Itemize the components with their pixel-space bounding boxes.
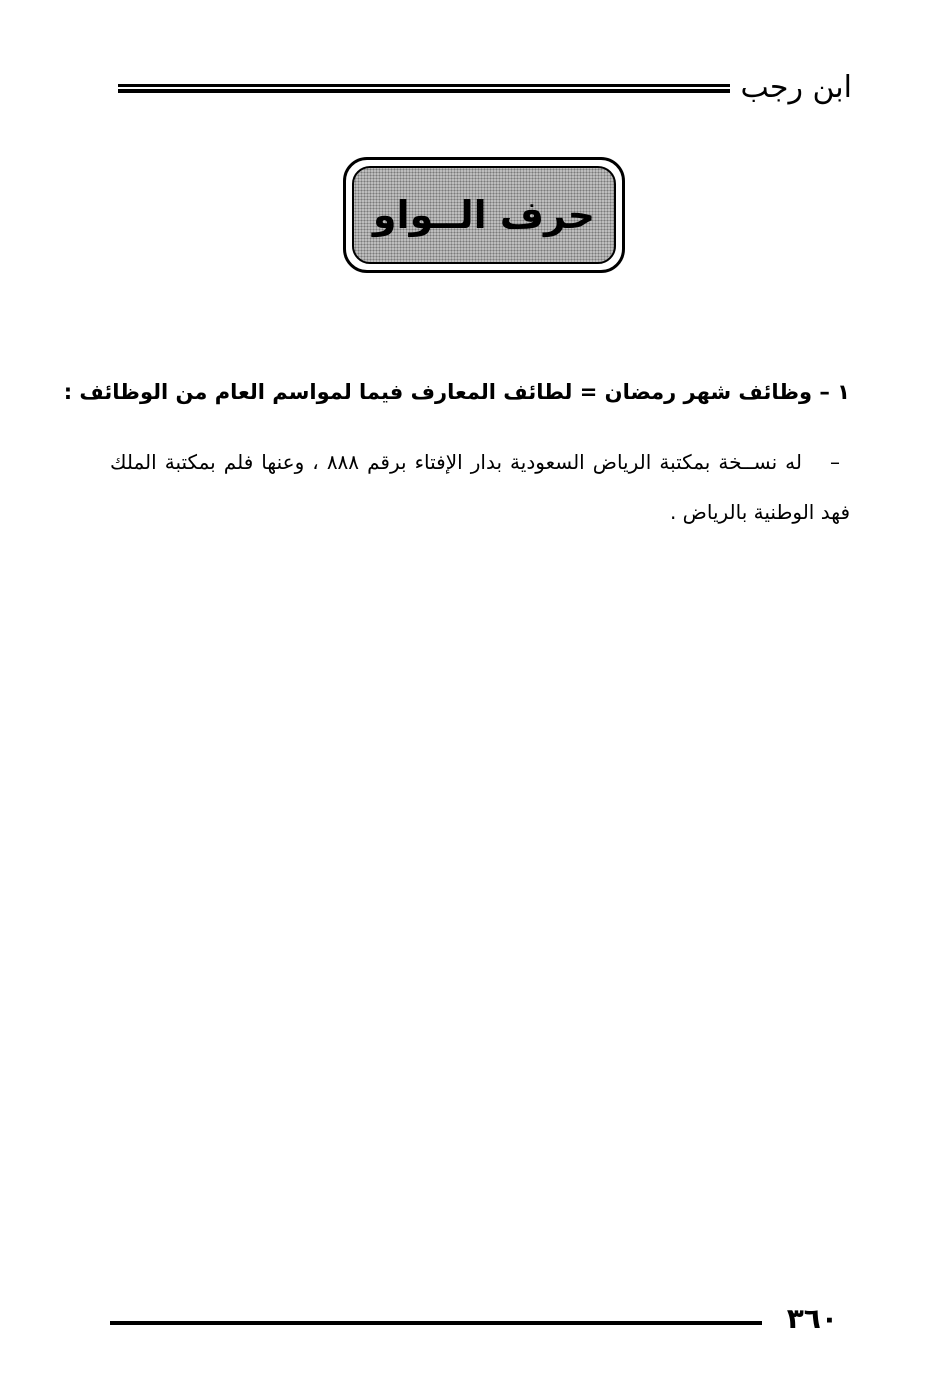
page-number: ٣٦٠: [786, 1302, 838, 1335]
running-header-title: ابن رجب: [740, 70, 852, 105]
header-rule-line-bottom: [118, 89, 730, 93]
section-title-panel: [352, 166, 616, 264]
header-rule-line-top: [118, 84, 730, 87]
entry-dash: –: [830, 450, 840, 474]
footer-rule: [110, 1321, 762, 1325]
section-title: حرف الــواو: [372, 193, 596, 237]
entry-body-text: له نســخة بمكتبة الرياض السعودية بدار الإفتاء برقم ٨٨٨ ، وعنها فلم بمكتبة الملك فهد الوطنية بالرياض .: [110, 450, 850, 524]
entry-heading: ١ – وظائف شهر رمضان = لطائف المعارف فيما لمواسم العام من الوظائف :: [63, 380, 850, 404]
entry-body: [110, 437, 850, 537]
section-title-frame: [343, 157, 625, 273]
header-double-rule: [118, 84, 730, 94]
